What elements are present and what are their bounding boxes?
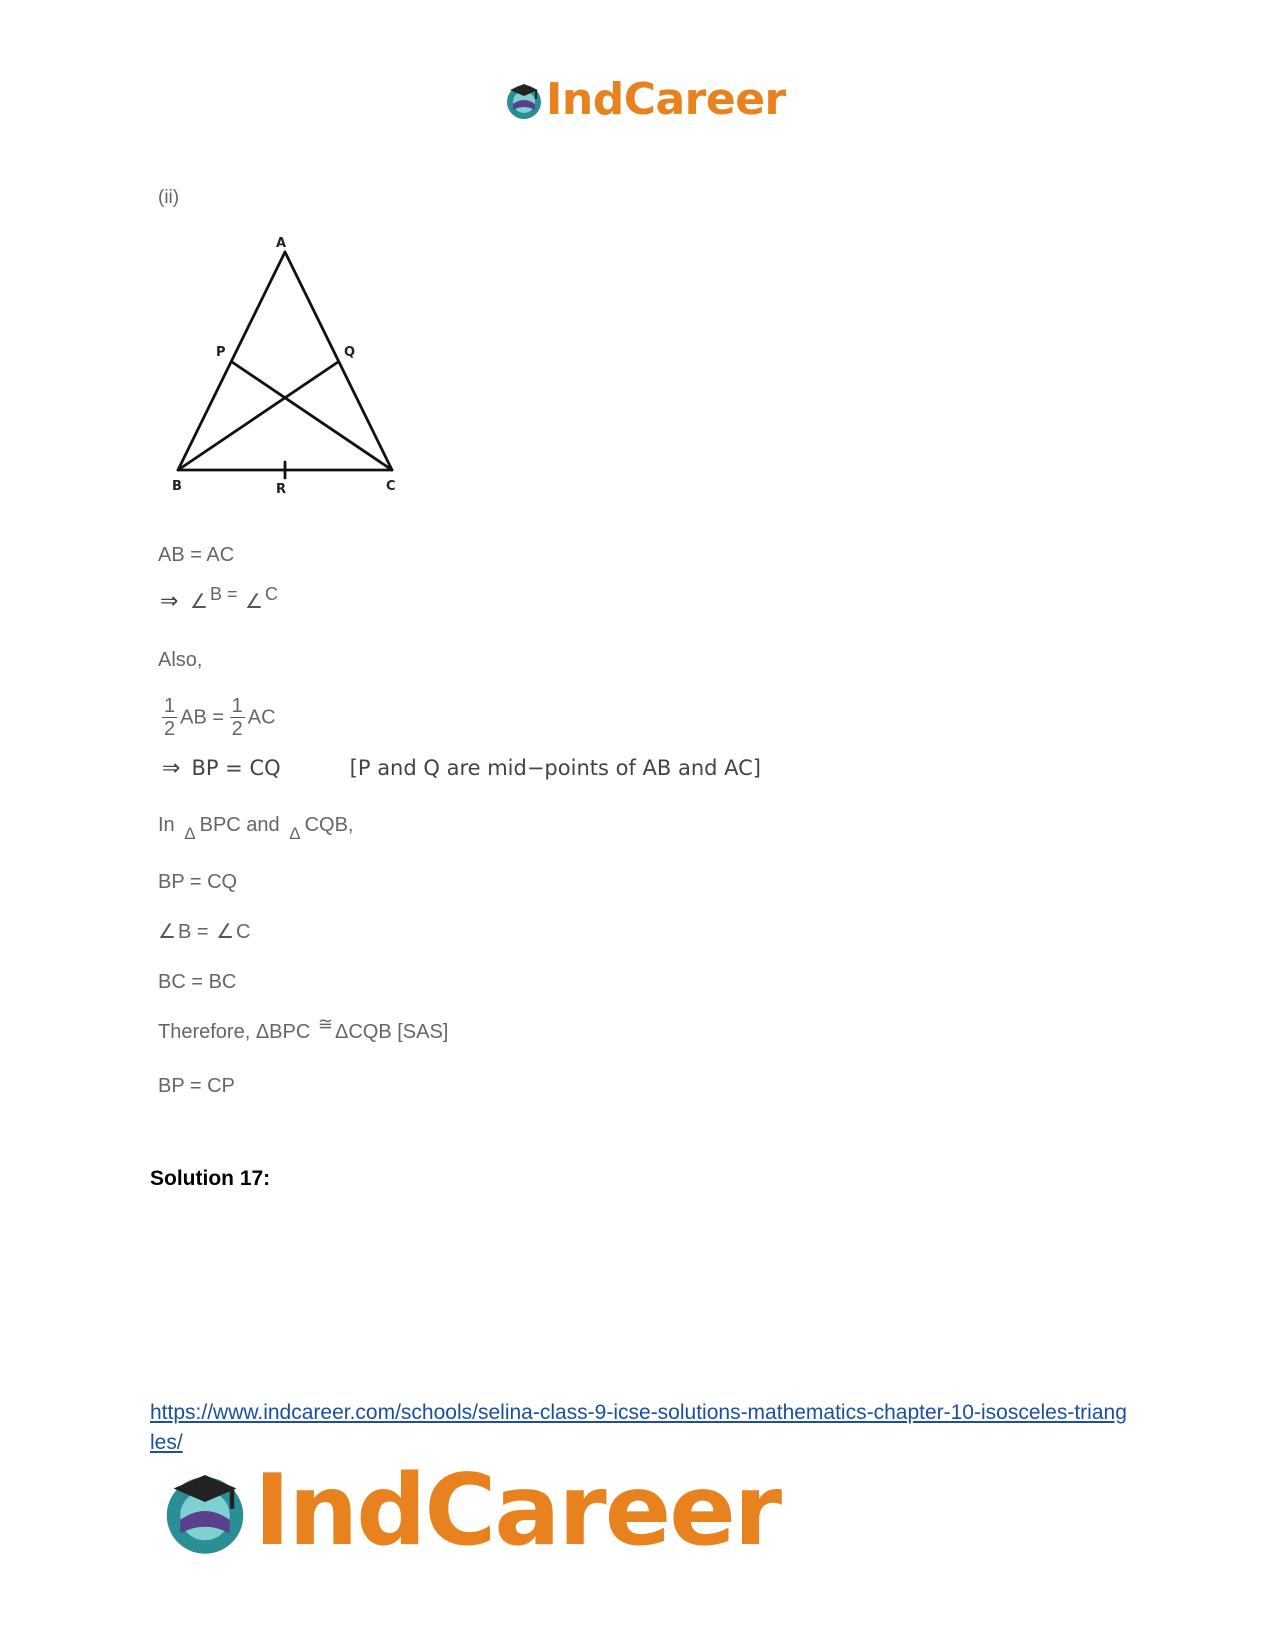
vertex-label-p: P [216,345,226,360]
logo-text: IndCareer [254,1454,781,1568]
vertex-label-c: C [386,479,396,494]
vertex-label-b: B [172,479,182,494]
fraction-ac-text: AC [247,706,276,729]
angle-icon: ∠ [245,591,263,613]
implies-symbol: ⇒ [162,756,181,781]
vertex-label-q: Q [344,345,356,360]
vertex-label-r: R [276,482,287,497]
vertex-label-a: A [276,236,287,251]
fraction-half [230,696,245,739]
proof-line-10 [158,1014,449,1043]
congruent-symbol: ≅ [317,1014,333,1034]
triangle-symbol: Δ [289,824,301,843]
fraction-numerator: 1 [164,695,176,717]
proof-line-3: Also, [158,649,203,671]
midpoint-reason: [P and Q are mid−points of AB and AC] [349,756,762,780]
in-text: In [158,814,175,836]
triangle-figure [170,236,420,516]
proof-line-5 [162,758,761,780]
triangle-symbol: Δ [184,824,196,843]
angle-icon: ∠ [158,921,176,943]
fraction-half [162,696,177,739]
proof-line-9: BC = BC [158,971,237,993]
fraction-numerator: 1 [231,695,243,717]
fraction-denominator: 2 [231,718,243,740]
angle-icon: ∠ [216,921,235,943]
congruence-reason: ΔCQB [SAS] [334,1021,449,1043]
implies-symbol: ⇒ [160,588,179,613]
therefore-text: Therefore, ΔBPC [158,1021,311,1043]
graduation-globe-icon [160,1466,250,1556]
angle-b-text: B = [177,921,209,943]
proof-line-2 [160,584,278,613]
proof-line-4 [162,696,276,739]
angle-icon: ∠ [190,591,208,613]
proof-line-6 [158,814,354,843]
footer-url-link[interactable]: https://www.indcareer.com/schools/selina-class-9-icse-solutions-mathematics-chapter-10-isosceles-triangles/ [150,1401,1127,1454]
footer-logo[interactable] [160,1454,781,1568]
solution-heading: Solution 17: [150,1167,271,1190]
graduation-globe-icon [504,80,544,120]
proof-line-11: BP = CP [158,1075,235,1097]
angle-c-text: C [236,921,251,943]
angle-b-text: B = [209,584,238,604]
part-label: (ii) [158,187,180,208]
proof-line-8 [158,922,250,942]
fraction-ab-text: AB = [180,706,225,729]
header-logo[interactable] [504,74,786,125]
bp-cq-text: BP = CQ [191,756,281,780]
proof-line-1: AB = AC [158,544,235,566]
cqb-text: CQB, [304,814,354,836]
angle-c-text: C [264,584,278,604]
logo-text: IndCareer [546,74,786,125]
proof-line-7: BP = CQ [158,871,238,893]
bpc-text: BPC and [199,814,280,836]
fraction-denominator: 2 [164,718,176,740]
